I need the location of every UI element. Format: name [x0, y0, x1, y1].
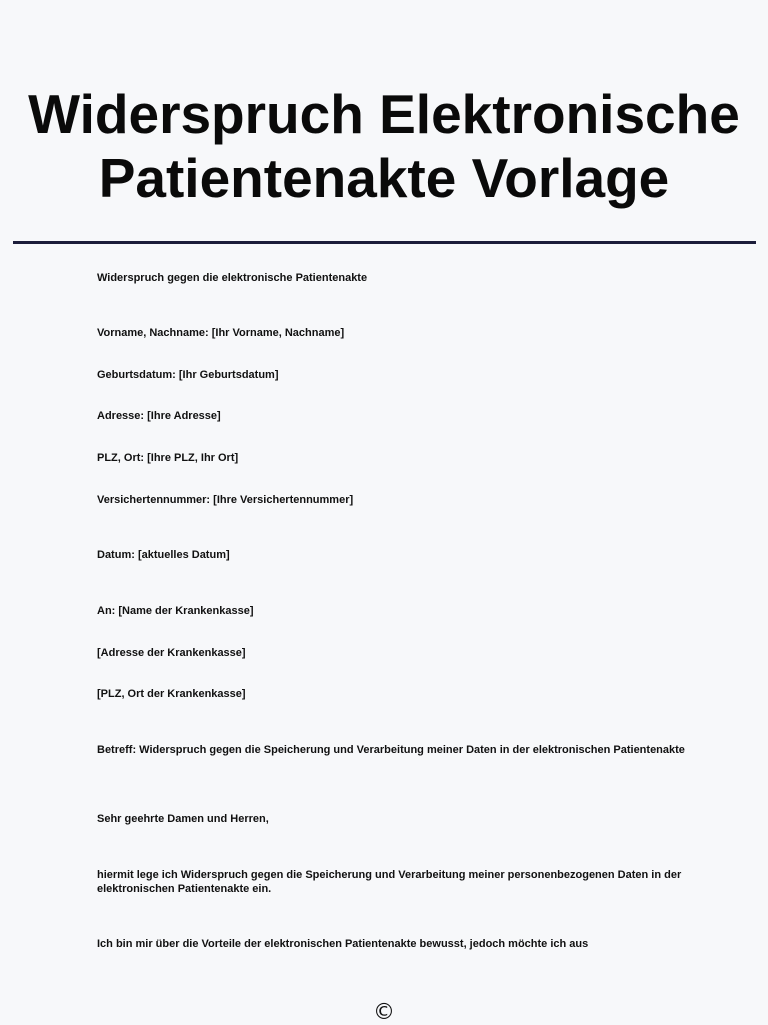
recipient-zip-city-line: [PLZ, Ort der Krankenkasse]: [97, 688, 246, 700]
sender-zip-city-line: PLZ, Ort: [Ihre PLZ, Ihr Ort]: [97, 452, 239, 464]
sender-birthdate-line: Geburtsdatum: [Ihr Geburtsdatum]: [97, 369, 279, 381]
recipient-address-line: [Adresse der Krankenkasse]: [97, 647, 246, 659]
page-title: Widerspruch Elektronische Patientenakte Vorlage: [28, 83, 740, 209]
letter-subject-heading: Widerspruch gegen die elektronische Patientenakte: [97, 272, 368, 284]
letter-reference-line: Betreff: Widerspruch gegen die Speicherung und Verarbeitung meiner Daten in der elektronischen Patientenakte: [97, 744, 685, 756]
letter-salutation: Sehr geehrte Damen und Herren,: [97, 813, 269, 825]
letter-date-line: Datum: [aktuelles Datum]: [97, 549, 230, 561]
sender-name-line: Vorname, Nachname: [Ihr Vorname, Nachname]: [97, 327, 345, 339]
title-divider: [13, 241, 756, 244]
sender-insurance-number-line: Versichertennummer: [Ihre Versichertennummer]: [97, 494, 354, 506]
letter-paragraph-1: hiermit lege ich Widerspruch gegen die Speicherung und Verarbeitung meiner personenbezogenen Daten in der elektronischen Patientenakte ein.: [97, 869, 682, 895]
copyright-icon: ©: [373, 1000, 395, 1025]
recipient-name-line: An: [Name der Krankenkasse]: [97, 605, 254, 617]
sender-address-line: Adresse: [Ihre Adresse]: [97, 410, 221, 422]
letter-paragraph-2: Ich bin mir über die Vorteile der elektronischen Patientenakte bewusst, jedoch möchte ich aus: [97, 938, 589, 950]
